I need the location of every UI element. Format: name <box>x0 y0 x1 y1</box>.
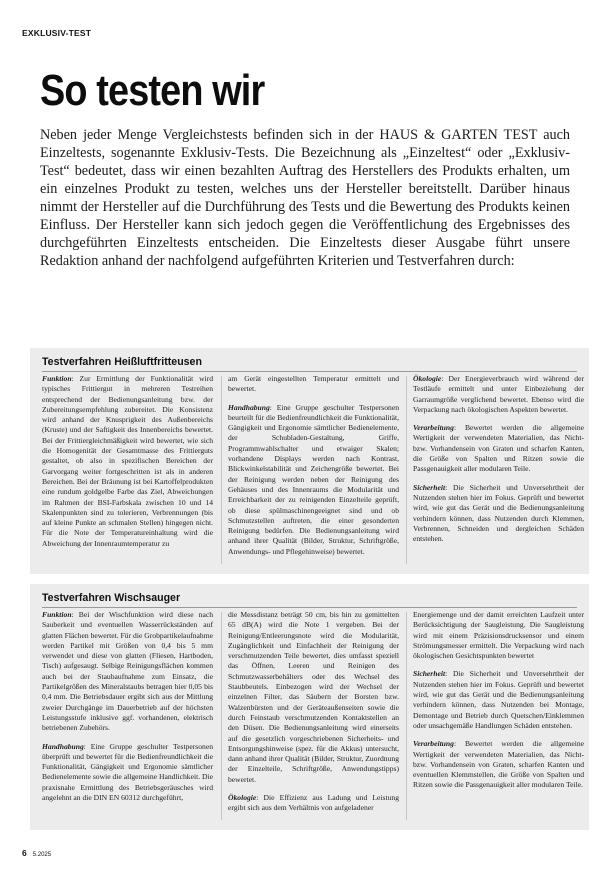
paragraph-text: Energiemenge und der damit erreichten Laufzeit unter Berücksichtigung der Saugleistung. Die Saugleistung wird mit einem Präzisionsdrucksensor und einem Strömungsmesser ermittelt. Die Verpackung wird nach ökologischen Gesichtspunkten bewertet <box>413 610 584 661</box>
paragraph <box>413 739 584 790</box>
text-column-2 <box>228 610 399 814</box>
paragraph <box>42 374 213 549</box>
text-column-1 <box>42 374 213 549</box>
paragraph-text: : Bei der Wischfunktion wird diese nach Sauberkeit und eventuellen Wasserrückständen auf glatten Flächen bewertet. Für die Grobpartikelaufnahme werden Partikel mit Größen von 0,4 bis 5 mm verwendet und diese von glatten (Fliesen, Hartboden, Tisch) aufgesaugt. Selbige Reinigungsflächen kommen auch bei der Staubaufnahme zum Einsatz, die Partikelgrößen des Mineralstaubs betragen hier 0,05 bis 0,4 mm. Die Betriebsdauer ergibt sich aus der Mittlung zweier Durchgänge im Dauerbetrieb auf der höchsten Leistungsstufe inklusive ggf. vorhandenen, elektrisch betriebenen Zubehörs. <box>42 610 213 733</box>
paragraph-lead: Verarbeitung <box>413 423 454 433</box>
page-title: So testen wir <box>40 66 265 115</box>
paragraph-lead: Ökologie <box>413 374 442 383</box>
paragraph-text: : Die Sicherheit und Unversehrtheit der Nutzenden stehen hier im Fokus. Geprüft und bewertet wird, wie gut das Gerät und die Bedienungsanleitung verhindern können, dass Nutzenden durch Klemmen, Verbrennen, Schneiden und dergleichen Schäden entstehen. <box>413 482 584 544</box>
paragraph-lead: Ökologie <box>228 793 257 803</box>
paragraph <box>413 423 584 474</box>
paragraph <box>413 374 584 415</box>
paragraph <box>413 483 584 545</box>
paragraph-lead: Sicherheit <box>413 482 446 492</box>
column-divider <box>221 612 222 820</box>
column-divider <box>406 612 407 820</box>
paragraph <box>228 403 399 557</box>
paragraph-text: : Die Sicherheit und Unversehrtheit der Nutzenden stehen hier im Fokus. Geprüft und bewertet wird, wie gut das Gerät und die Bedienungsanleitung verhindern können, dass Nutzenden bei Montage, Demontage und Betrieb durch Quetschen/Einklemmen oder unsachgemäße Handlungen Schäden entstehen. <box>413 669 584 730</box>
issue-label: 5.2025 <box>32 852 52 858</box>
title-divider <box>42 371 577 372</box>
paragraph-lead: Handhabung <box>228 402 270 412</box>
paragraph-lead: Sicherheit <box>413 669 446 679</box>
paragraph-text: die Messdistanz beträgt 50 cm, bis hin zu gemittelten 65 dB(A) wird die Note 1 vergeben. Bei der Reinigung/Entleerungsnote wird die Modularität, Zugänglichkeit und Einfachheit der Reinigung der verschmutzenden Teile bewertet, dies umfasst speziell das Öffnen, Leeren und Reinigen des Schmutzwasserbehälters oder des Wechsel des Staubbeutels. Einbezogen wird der Wechsel der einzelnen Filter, das Säubern der Borsten bzw. Walzenbürsten und der Geräteaußenseiten sowie die durch Feinstaub verschmutzenden Kontaktstellen an den Düsen. Die Bedienungsanleitung wird einerseits auf die gesetzlich vorgeschriebenen Sicherheits- und Entsorgungshinweise (spez. für die Akkus) untersucht, dann anhand ihrer Qualität (Bilder, Struktur, Zuordnung der Einzelteile, Schriftgröße, Anwendungstipps) bewertet. <box>228 610 399 784</box>
text-column-1 <box>42 610 213 803</box>
text-column-3 <box>413 374 584 544</box>
paragraph-lead: Verarbeitung <box>413 739 454 749</box>
paragraph-text: am Gerät eingestellten Temperatur ermittelt und bewertet. <box>228 374 399 394</box>
info-box-heissluftfritteusen <box>30 348 589 574</box>
title-divider <box>42 607 577 608</box>
text-column-2 <box>228 374 399 557</box>
intro-paragraph: Neben jeder Menge Vergleichstests befinden sich in der HAUS & GARTEN TEST auch Einzeltests, sogenannte Exklusiv-Tests. Die Bezeichnung als „Einzeltest“ oder „Exklusiv-Test“ bedeutet, dass wir einen bezahlten Auftrag des Herstellers des Produkts erhalten, um ein einzelnes Produkt zu testen, welches uns der Hersteller bereitstellt. Darüber hinaus nimmt der Hersteller auf die Durchführung des Tests und die Bewertung des Produkts keinen Einfluss. Der Hersteller kann sich jedoch gegen die Veröffentlichung des Ergebnisses des durchgeführten Einzeltests entscheiden. Die Einzeltests dieser Ausgabe führt unsere Redaktion anhand der nachfolgend aufgeführten Kriterien und Testverfahren durch: <box>40 127 570 269</box>
paragraph <box>413 669 584 731</box>
paragraph-lead: Funktion <box>42 610 72 619</box>
paragraph-text: : Bewertet werden die allgemeine Wertigkeit der verwendeten Materialien, das Nicht- bzw. Vorhandensein von Graten, scharfen Kanten und eventuellen Klemmstellen, die Größe von Spalten und Ritzen sowie die Passgenauigkeit aller modularen Teile. <box>413 739 584 790</box>
column-divider <box>221 376 222 564</box>
box-title: Testverfahren Wischsauger <box>42 592 181 604</box>
text-column-3 <box>413 610 584 791</box>
paragraph-text: : Eine Gruppe geschulter Testpersonen überprüft und bewertet für die Bedienfreundlichkeit die Funktionalität, Gängigkeit und Ergonomie sämtlicher Bedienelemente sowie die allgemeine Handlichkeit. Die praxisnahe Ermittlung des Betriebsgeräusches wird angelehnt an die DIN EN 60312 durchgeführt, <box>42 741 213 803</box>
paragraph <box>228 374 399 395</box>
paragraph-text: : Der Energieverbrauch wird während der Testläufe ermittelt und unter Einbeziehung der Garraumgröße verglichend bewertet. Ebenso wird die Verpackung nach ökologischen Aspekten bewertet. <box>413 374 584 414</box>
paragraph-text: : Eine Gruppe geschulter Testpersonen beurteilt für die Bedienfreundlichkeit die Funktionalität, Gängigkeit und Ergonomie sämtlicher Bedienelemente, der Schubladen-Gestaltung, Griffe, Programmwahlschalter und etwaiger Skalen; vorhandene Displays werden nach Kontrast, Blickwinkelstabilität und Zeichengröße bewertet. Bei der Reinigung werden neben der Reinigung des Gehäuses und des Innenraums die Modularität und Erreichbarkeit der zu reinigenden Einzelteile geprüft, ob diese spülmaschinengeeignet sind und ob Schmutzstellen auftreten, die einer gesonderten Reinigung bedürfen. Die Bedienungsanleitung wird anhand ihrer Qualität (Bilder, Struktur, Schriftgröße, Anwendungs- und Pflegehinweise) bewertet. <box>228 402 399 556</box>
paragraph-text: : Die Effizienz aus Ladung und Leistung ergibt sich aus dem Verhältnis von aufgeladener <box>228 793 399 813</box>
paragraph <box>228 793 399 814</box>
paragraph-lead: Funktion <box>42 374 72 383</box>
paragraph <box>42 742 213 804</box>
info-box-wischsauger <box>30 584 589 830</box>
page-footer <box>22 843 51 861</box>
column-divider <box>406 376 407 564</box>
paragraph-lead: Handhabung <box>42 741 84 751</box>
paragraph-text: : Zur Ermittlung der Funktionalität wird typisches Frittiergut in mehreren Testreihen entsprechend der Bedienungsanleitung bzw. der Zubereitungsempfehlung zubereitet. Die Konsistenz wird anhand der Knusprigkeit des Außenbereichs (Kruste) und der Saftigkeit des Innenbereichs bewertet. Bei der Frittiergleichmäßigkeit wird bewertet, wie sich die Homogenität der Gesamtmasse des Frittierguts gestaltet, ob also in spezifischen Bereichen der Garvorgang weiter fortgeschritten ist als in anderen Bereichen. Bei der Bräunung ist bei Kartoffelprodukten eine rundum goldgelbe Farbe das Ziel, Abweichungen im Rahmen der BSI-Farbskala zwischen 10 und 14 Skalenpunkten sind zu tolerieren, Verbrennungen (bis auf kleine Punkte an schmalen Stellen) hingegen nicht. Für die Note der Temperatureinhaltung wird die Abweichung der Innenraumtemperatur zu <box>42 374 213 548</box>
paragraph <box>42 610 213 734</box>
section-kicker: EXKLUSIV-TEST <box>22 28 92 38</box>
box-title: Testverfahren Heißluftfritteusen <box>42 356 202 368</box>
paragraph-text: : Bewertet werden die allgemeine Wertigkeit der verwendeten Materialien, das Nicht- bzw. Vorhandensein von Graten und scharfen Kanten, die Größe von Spalten und Ritzen sowie die Passgenauigkeit aller modularen Teile. <box>413 423 584 474</box>
paragraph <box>228 610 399 785</box>
page-number: 6 <box>22 848 27 858</box>
paragraph <box>413 610 584 661</box>
